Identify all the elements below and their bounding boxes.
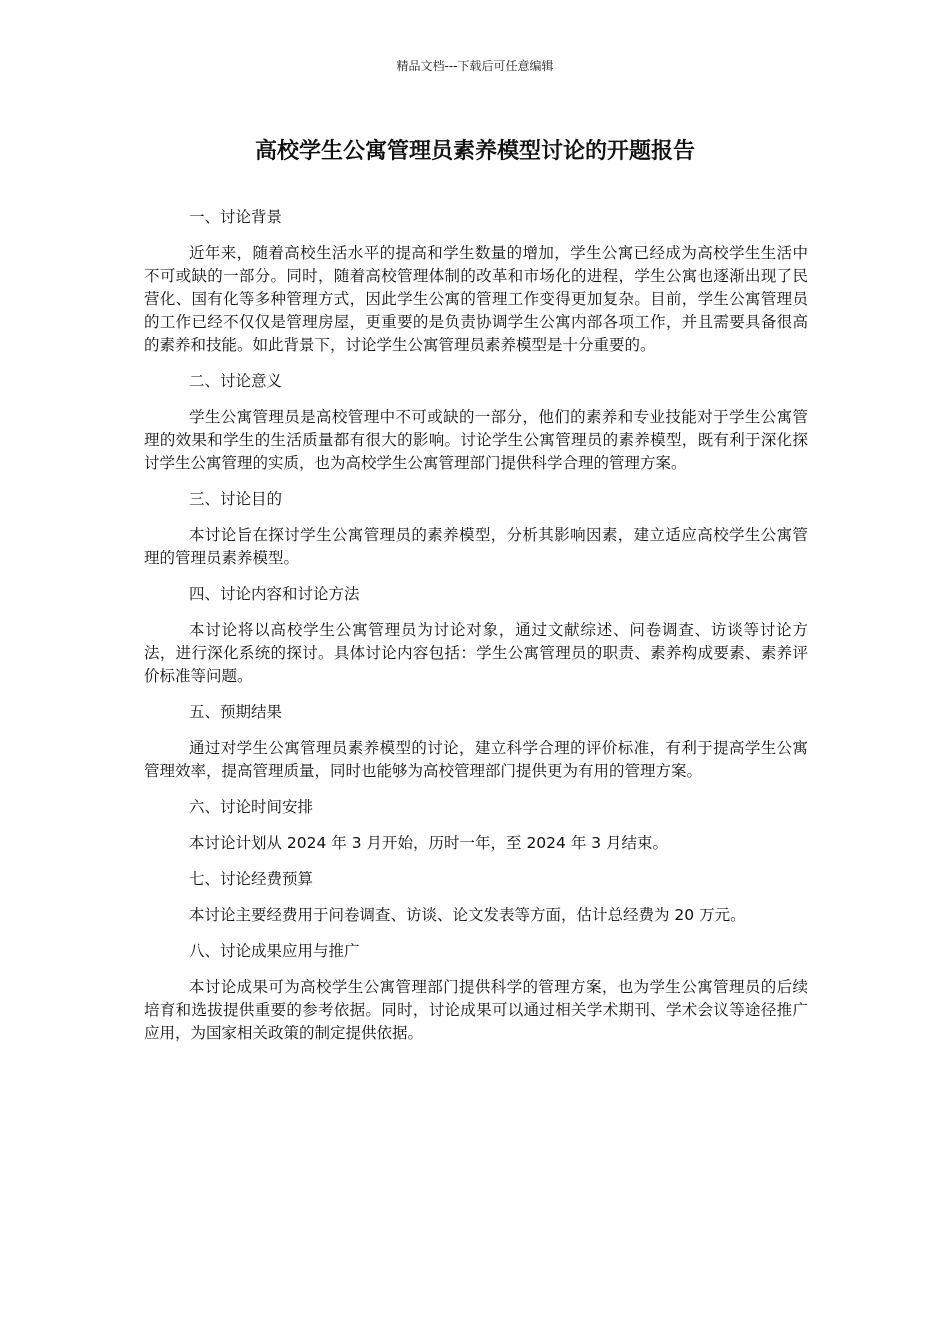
section-significance (144, 370, 808, 475)
section-heading: 六、讨论时间安排 (189, 798, 314, 816)
section-paragraph: 本讨论计划从 2024 年 3 月开始，历时一年，至 2024 年 3 月结束。 (189, 834, 669, 852)
section-heading: 一、讨论背景 (189, 208, 283, 226)
section-paragraph: 学生公寓管理员是高校管理中不可或缺的一部分，他们的素养和专业技能对于学生公寓管理的效果和学生的生活质量都有很大的影响。讨论学生公寓管理员的素养模型，既有利于深化探讨学生公寓管理的实质，也为高校学生公寓管理部门提供科学合理的管理方案。 (144, 408, 808, 472)
section-background (144, 206, 808, 357)
section-heading: 四、讨论内容和讨论方法 (189, 585, 360, 603)
section-heading: 八、讨论成果应用与推广 (189, 942, 360, 960)
header-note: 精品文档---下载后可任意编辑 (396, 59, 554, 73)
section-schedule (144, 796, 808, 855)
section-paragraph: 通过对学生公寓管理员素养模型的讨论，建立科学合理的评价标准，有利于提高学生公寓管理效率，提高管理质量，同时也能够为高校管理部门提供更为有用的管理方案。 (144, 739, 808, 780)
section-heading: 三、讨论目的 (189, 490, 283, 508)
section-paragraph: 本讨论主要经费用于问卷调查、访谈、论文发表等方面，估计总经费为 20 万元。 (189, 906, 746, 924)
section-paragraph: 近年来，随着高校生活水平的提高和学生数量的增加，学生公寓已经成为高校学生生活中不可或缺的一部分。同时，随着高校管理体制的改革和市场化的进程，学生公寓也逐渐出现了民营化、国有化等多种管理方式，因此学生公寓的管理工作变得更加复杂。目前，学生公寓管理员的工作已经不仅仅是管理房屋，更重要的是负责协调学生公寓内部各项工作，并且需要具备很高的素养和技能。如此背景下，讨论学生公寓管理员素养模型是十分重要的。 (144, 244, 808, 354)
section-heading: 五、预期结果 (189, 703, 283, 721)
section-expected-results (144, 701, 808, 783)
section-paragraph: 本讨论将以高校学生公寓管理员为讨论对象，通过文献综述、问卷调查、访谈等讨论方法，进行深化系统的探讨。具体讨论内容包括：学生公寓管理员的职责、素养构成要素、素养评价标准等问题。 (144, 621, 808, 685)
section-application (144, 940, 808, 1045)
section-heading: 二、讨论意义 (189, 372, 283, 390)
document-body (144, 206, 808, 1058)
section-paragraph: 本讨论旨在探讨学生公寓管理员的素养模型，分析其影响因素，建立适应高校学生公寓管理的管理员素养模型。 (144, 526, 808, 567)
document-title: 高校学生公寓管理员素养模型讨论的开题报告 (254, 139, 695, 164)
section-purpose (144, 488, 808, 570)
section-content-methods (144, 583, 808, 688)
section-paragraph: 本讨论成果可为高校学生公寓管理部门提供科学的管理方案，也为学生公寓管理员的后续培育和选拔提供重要的参考依据。同时，讨论成果可以通过相关学术期刊、学术会议等途径推广应用，为国家相关政策的制定提供依据。 (144, 978, 808, 1042)
section-heading: 七、讨论经费预算 (189, 870, 314, 888)
section-budget (144, 868, 808, 927)
